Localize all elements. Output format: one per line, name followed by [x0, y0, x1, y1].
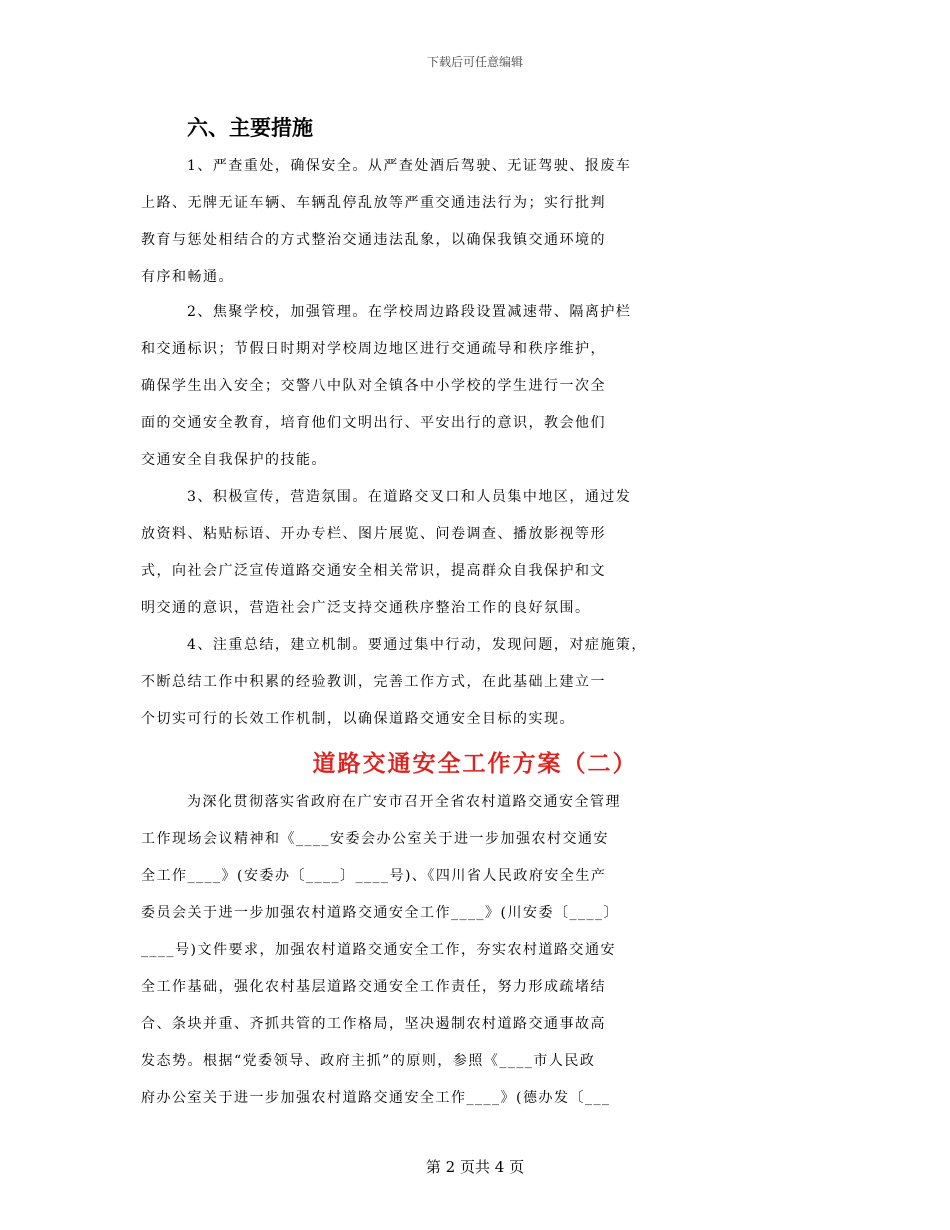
measure-2-line-2: 和交通标识；节假日时期对学校周边地区进行交通疏导和秩序维护， [141, 341, 606, 357]
document-title: 道路交通安全工作方案（二） [312, 751, 638, 777]
page-footer: 第 2 页共 4 页 [425, 1158, 525, 1176]
measure-3-line-2: 放资料、粘贴标语、开办专栏、图片展览、问卷调查、播放影视等形 [141, 526, 606, 542]
measure-1-line-1: 1、严查重处，确保安全。从严查处酒后驾驶、无证驾驶、报废车 [187, 158, 632, 174]
body-line-4: 委员会关于进一步加强农村道路交通安全工作____》(川安委〔____〕 [141, 905, 619, 921]
body-line-1: 为深化贯彻落实省政府在广安市召开全省农村道路交通安全管理 [187, 794, 621, 810]
body-line-5: ____号)文件要求，加强农村道路交通安全工作，夯实农村道路交通安 [141, 942, 616, 958]
measure-1-line-4: 有序和畅通。 [141, 269, 234, 285]
measure-2-line-4: 面的交通安全教育，培育他们文明出行、平安出行的意识，教会他们 [141, 415, 606, 431]
measure-2-line-3: 确保学生出入安全；交警八中队对全镇各中小学校的学生进行一次全 [141, 378, 606, 394]
body-line-9: 府办公室关于进一步加强农村道路交通安全工作____》(德办发〔___ [141, 1090, 611, 1106]
section-heading: 六、主要措施 [187, 116, 313, 140]
body-line-3: 全工作____》(安委办〔____〕____号)、《四川省人民政府安全生产 [141, 868, 607, 884]
body-line-8: 发态势。根据“党委领导、政府主抓”的原则，参照《____市人民政 [141, 1053, 596, 1069]
measure-2-line-1: 2、焦聚学校，加强管理。在学校周边路段设置减速带、隔离护栏 [187, 304, 632, 320]
measure-2-line-5: 交通安全自我保护的技能。 [141, 452, 327, 468]
body-line-2: 工作现场会议精神和《____安委会办公室关于进一步加强农村交通安 [141, 831, 609, 847]
measure-3-line-4: 明交通的意识，营造社会广泛支持交通秩序整治工作的良好氛围。 [141, 600, 591, 616]
body-line-6: 全工作基础，强化农村基层道路交通安全工作责任，努力形成疏堵结 [141, 979, 606, 995]
measure-4-line-3: 个切实可行的长效工作机制，以确保道路交通安全目标的实现。 [141, 711, 575, 727]
measure-4-line-1: 4、注重总结，建立机制。要通过集中行动，发现问题，对症施策， [187, 637, 647, 653]
measure-1-line-2: 上路、无牌无证车辆、车辆乱停乱放等严重交通违法行为；实行批判 [141, 195, 606, 211]
measure-3-line-3: 式，向社会广泛宣传道路交通安全相关常识，提高群众自我保护和文 [141, 563, 606, 579]
page-header: 下载后可任意编辑 [426, 55, 523, 69]
measure-1-line-3: 教育与惩处相结合的方式整治交通违法乱象，以确保我镇交通环境的 [141, 232, 606, 248]
body-line-7: 合、条块并重、齐抓共管的工作格局，坚决遏制农村道路交通事故高 [141, 1016, 606, 1032]
measure-4-line-2: 不断总结工作中积累的经验教训，完善工作方式，在此基础上建立一 [141, 674, 606, 690]
measure-3-line-1: 3、积极宣传，营造氛围。在道路交叉口和人员集中地区，通过发 [187, 489, 632, 505]
